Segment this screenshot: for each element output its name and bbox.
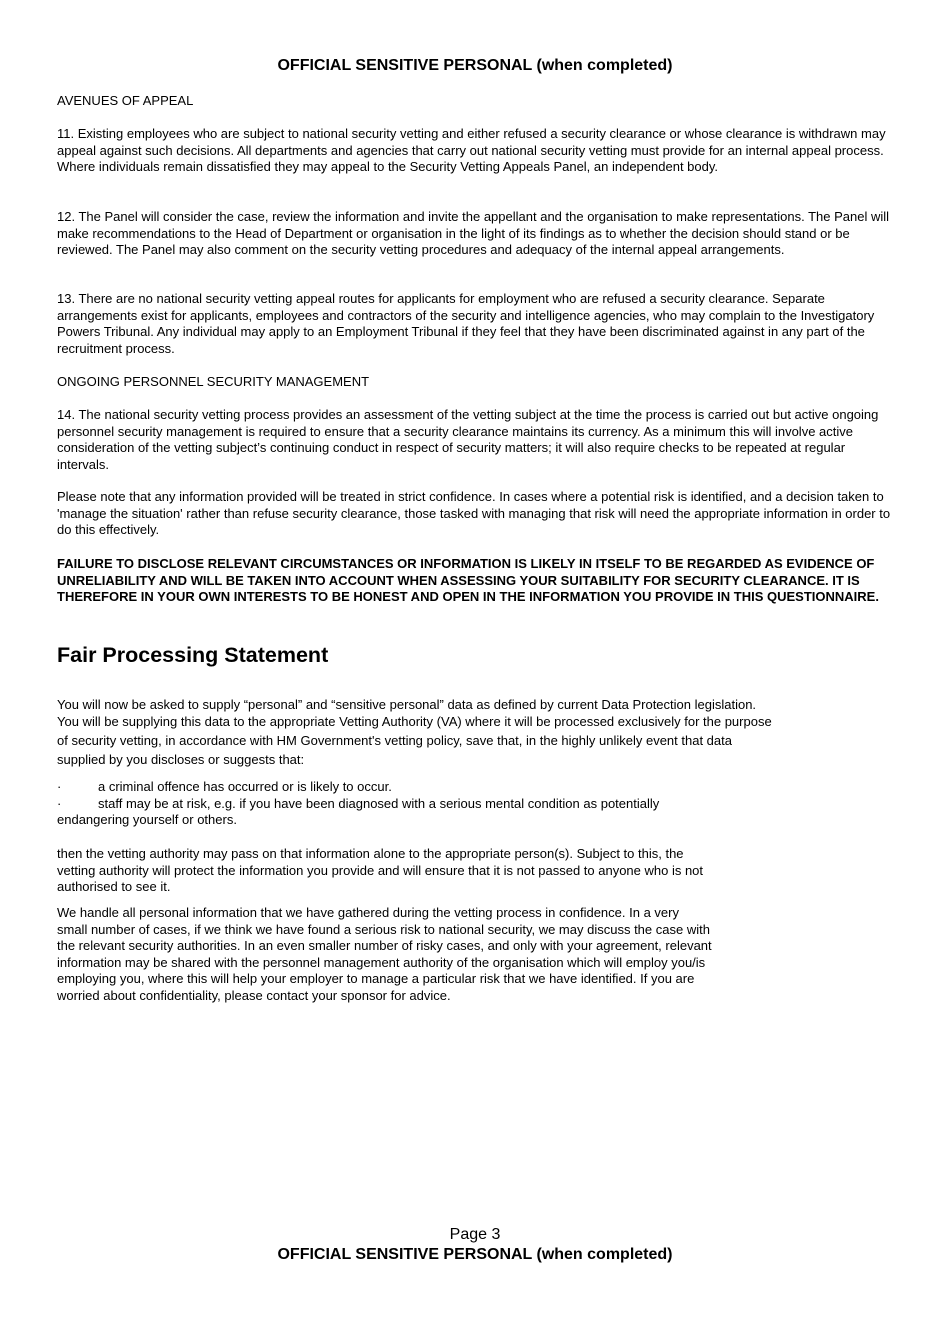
intro-line: You will now be asked to supply “personal” and “sensitive personal” data as defined by current Data Protection legislation. (57, 697, 757, 712)
disclosure-paragraph (57, 846, 857, 896)
paragraph-line: employing you, where this will help your employer to manage a particular risk that we have identified. If you are (57, 971, 695, 986)
fair-processing-intro (57, 697, 857, 768)
ongoing-heading-text: ONGOING PERSONNEL SECURITY MANAGEMENT (57, 374, 370, 389)
paragraph-line: authorised to see it. (57, 879, 171, 894)
list-item (57, 779, 857, 796)
footer-classification: OFFICIAL SENSITIVE PERSONAL (when completed) (277, 1246, 673, 1263)
bullet-list (57, 779, 857, 829)
paragraph-11-text: 11. Existing employees who are subject to national security vetting and either refused a security clearance or whose clearance is withdrawn may appeal against such decisions. All departments and agencies that carry out national security vetting must provide for an internal appeal process. Where individuals remain dissatisfied they may appeal to the Security Vetting Appeals Panel, an independent body. (57, 126, 886, 174)
ongoing-heading (57, 374, 893, 391)
appeal-heading-text: AVENUES OF APPEAL (57, 93, 194, 108)
page-number: Page 3 (449, 1226, 501, 1243)
paragraph-14 (57, 407, 893, 473)
intro-line: of security vetting, in accordance with HM Government's vetting policy, save that, in the highly unlikely event that data (57, 733, 732, 748)
paragraph-13-text: 13. There are no national security vetting appeal routes for applicants for employment who are refused a security clearance. Separate arrangements exist for applicants, employees and contractors of the security and intelligence agencies, who may complain to the Investigatory Powers Tribunal. Any individual may apply to an Employment Tribunal if they feel that they have been discriminated against in any part of the recruitment process. (57, 291, 875, 356)
confidence-note (57, 489, 893, 539)
disclosure-warning: FAILURE TO DISCLOSE RELEVANT CIRCUMSTANCES OR INFORMATION IS LIKELY IN ITSELF TO BE REGARDED AS EVIDENCE OF UNRELIABILITY AND WILL BE TAKEN INTO ACCOUNT WHEN ASSESSING YOUR SUITABILITY FOR SECURITY CLEARANCE. IT IS THEREFORE IN YOUR OWN INTERESTS TO BE HONEST AND OPEN IN THE INFORMATION YOU PROVIDE IN THIS QUESTIONNAIRE. (57, 556, 879, 604)
paragraph-line: We handle all personal information that we have gathered during the vetting process in confidence. In a very (57, 905, 679, 920)
paragraph-13 (57, 291, 893, 357)
header-classification: OFFICIAL SENSITIVE PERSONAL (when completed) (277, 57, 673, 74)
paragraph-line: small number of cases, if we think we have found a serious risk to national security, we may discuss the case with (57, 921, 710, 937)
bullet-continuation: endangering yourself or others. (57, 812, 237, 827)
intro-line: You will be supplying this data to the appropriate Vetting Authority (VA) where it will be processed exclusively for the purpose (57, 713, 772, 729)
paragraph-12 (57, 209, 893, 259)
bullet-icon: · (57, 779, 62, 794)
paragraph-line: the relevant security authorities. In an even smaller number of risky cases, and only with your agreement, relevant (57, 938, 712, 953)
paragraph-line: worried about confidentiality, please contact your sponsor for advice. (57, 987, 451, 1003)
bullet-text: a criminal offence has occurred or is likely to occur. (98, 779, 392, 794)
paragraph-line: vetting authority will protect the information you provide and will ensure that it is not passed to anyone who is not (57, 862, 704, 878)
confidentiality-paragraph (57, 905, 857, 1004)
appeal-heading (57, 93, 893, 110)
paragraph-line: information may be shared with the personnel management authority of the organisation which will employ you/is (57, 954, 706, 970)
bullet-icon: · (57, 795, 62, 811)
paragraph-12-text: 12. The Panel will consider the case, review the information and invite the appellant and the organisation to make representations. The Panel will make recommendations to the Head of Department or organisation in the light of its findings as to whether the decision should stand or be reviewed. The Panel may also comment on the security vetting procedures and adequacy of the internal appeal arrangements. (57, 209, 890, 257)
paragraph-11 (57, 126, 893, 176)
confidence-note-text: Please note that any information provided will be treated in strict confidence. In cases where a potential risk is identified, and a decision taken to 'manage the situation' rather than refuse security clearance, those tasked with managing that risk will need the appropriate information in order to do this effectively. (57, 489, 891, 537)
intro-line: supplied by you discloses or suggests that: (57, 751, 305, 767)
paragraph-14-text: 14. The national security vetting process provides an assessment of the vetting subject at the time the process is carried out but active ongoing personnel security management is required to ensure that a security clearance maintains its currency. As a minimum this will involve active consideration of the vetting subject’s continuing conduct in respect of security matters; it will also require checks to be repeated at regular intervals. (57, 407, 879, 472)
paragraph-line: then the vetting authority may pass on that information alone to the appropriate person(s). Subject to this, the (57, 846, 684, 861)
fair-processing-title: Fair Processing Statement (57, 643, 329, 667)
list-item (57, 796, 857, 813)
bullet-text: staff may be at risk, e.g. if you have been diagnosed with a serious mental condition as potentially (98, 795, 660, 811)
